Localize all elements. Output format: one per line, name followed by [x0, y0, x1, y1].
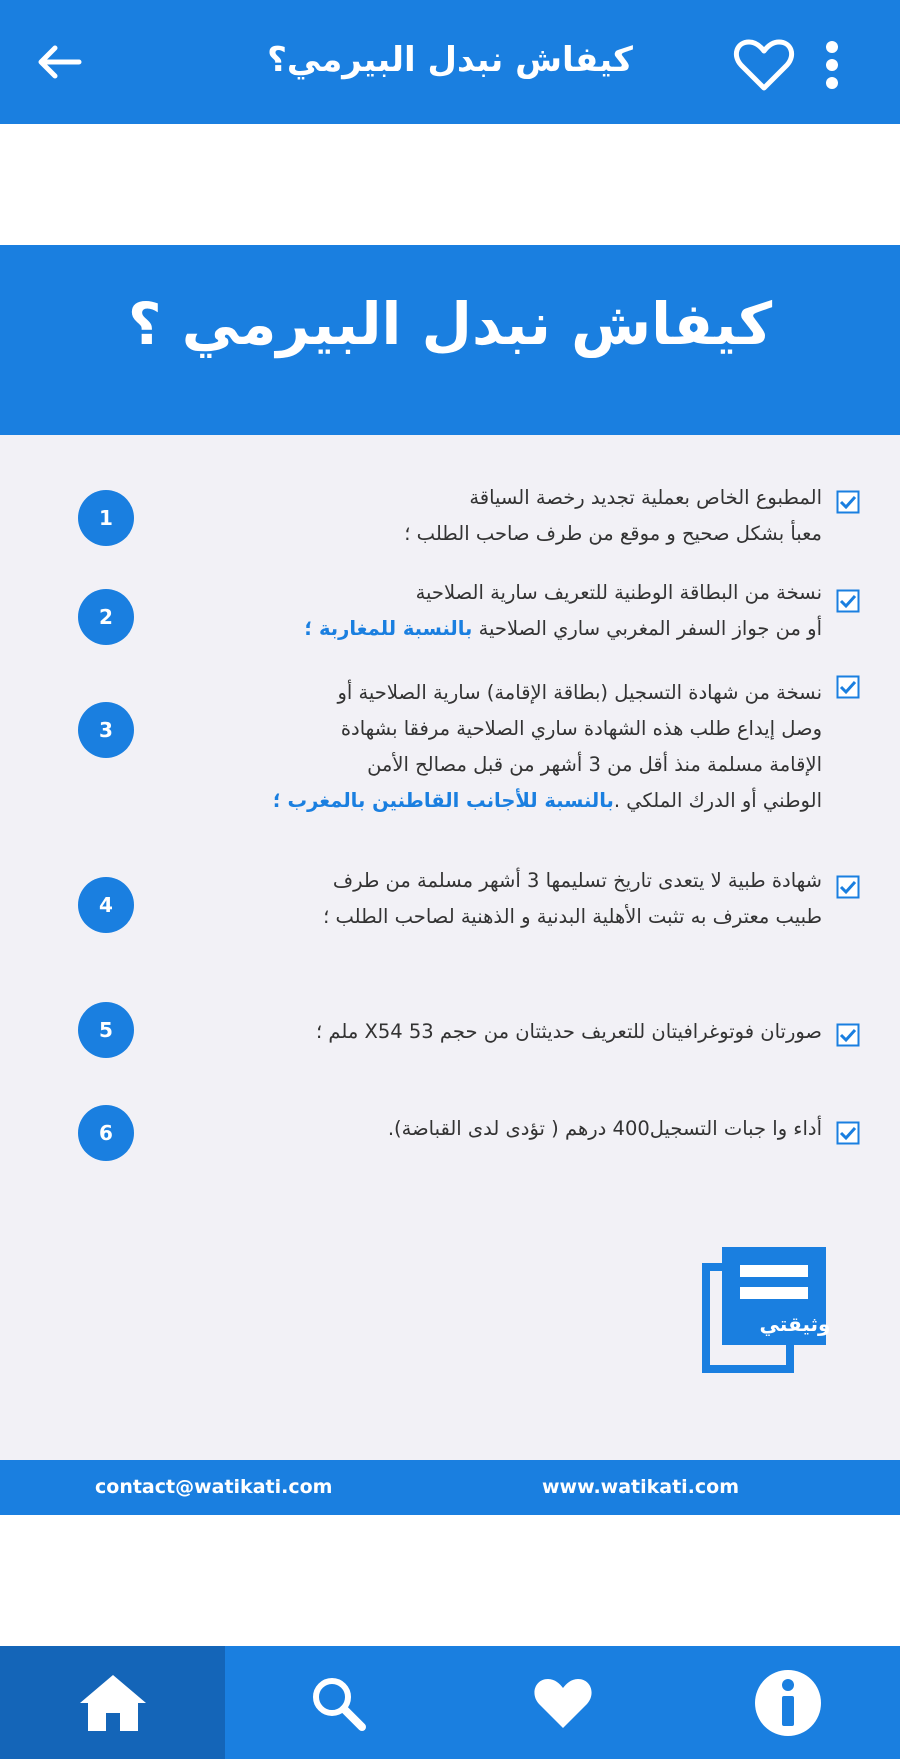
home-icon [78, 1671, 148, 1735]
nav-favorites[interactable] [450, 1646, 675, 1759]
item-line: وصل إيداع طلب هذه الشهادة ساري الصلاحية مرفقا بشهادة [340, 717, 822, 740]
checkbox-icon [836, 1023, 860, 1047]
step-number: 5 [78, 1002, 134, 1058]
item-line: المطبوع الخاص بعملية تجديد رخصة السياقة [469, 486, 822, 509]
step-number: 2 [78, 589, 134, 645]
document-stack-icon [700, 1245, 830, 1375]
search-icon [310, 1675, 366, 1731]
top-app-bar [0, 0, 900, 124]
item-line: صورتان فوتوغرافيتان للتعريف حديثتان من حجم 53 X54 ملم ؛ [316, 1020, 822, 1043]
item-text [145, 480, 822, 552]
page-title: كيفاش نبدل البيرمي؟ [267, 40, 633, 80]
content-card [0, 245, 900, 1515]
step-number: 6 [78, 1105, 134, 1161]
item-line: معبأ بشكل صحيح و موقع من طرف صاحب الطلب ؛ [404, 522, 822, 545]
heading-banner [0, 245, 900, 435]
contact-email-link[interactable]: contact@watikati.com [95, 1476, 333, 1498]
more-options-button[interactable] [812, 34, 852, 96]
item-highlight: بالنسبة للمغاربة ؛ [304, 617, 473, 640]
info-icon [753, 1668, 823, 1738]
item-line: نسخة من شهادة التسجيل (بطاقة الإقامة) سارية الصلاحية أو [337, 681, 822, 704]
nav-search[interactable] [225, 1646, 450, 1759]
item-line-text: أو من جواز السفر المغربي ساري الصلاحية [478, 617, 822, 640]
website-link[interactable]: www.watikati.com [542, 1476, 740, 1498]
step-number: 3 [78, 702, 134, 758]
favorite-button[interactable] [728, 34, 800, 96]
item-text [145, 675, 822, 819]
bottom-navigation [0, 1646, 900, 1759]
checkbox-icon [836, 875, 860, 899]
heart-outline-icon [733, 38, 795, 92]
item-line-text: الوطني أو الدرك الملكي . [613, 789, 822, 812]
item-line [145, 783, 822, 819]
item-highlight: بالنسبة للأجانب القاطنين بالمغرب ؛ [272, 789, 614, 812]
item-text [145, 1111, 822, 1147]
item-text [145, 1014, 822, 1050]
item-text [145, 863, 822, 935]
item-line [145, 611, 822, 647]
item-line: أداء وا جبات التسجيل400 درهم ( تؤدى لدى القباضة). [387, 1117, 822, 1140]
item-text [145, 575, 822, 647]
checkbox-icon [836, 490, 860, 514]
back-button[interactable] [28, 36, 88, 88]
checkbox-icon [836, 675, 860, 699]
nav-home[interactable] [0, 1646, 225, 1759]
step-number: 1 [78, 490, 134, 546]
checkbox-icon [836, 589, 860, 613]
nav-info[interactable] [675, 1646, 900, 1759]
item-line: طبيب معترف به تثبت الأهلية البدنية و الذهنية لصاحب الطلب ؛ [323, 905, 822, 928]
arrow-left-icon [33, 42, 83, 82]
step-number: 4 [78, 877, 134, 933]
item-line: شهادة طبية لا يتعدى تاريخ تسليمها 3 أشهر مسلمة من طرف [332, 869, 822, 892]
contact-footer [0, 1460, 900, 1515]
more-vertical-icon [824, 40, 840, 90]
heart-icon [532, 1676, 594, 1730]
banner-heading: كيفاش نبدل البيرمي ؟ [127, 290, 773, 358]
logo-text: وثيقتي [759, 1312, 830, 1336]
item-line: نسخة من البطاقة الوطنية للتعريف سارية الصلاحية [415, 581, 822, 604]
item-line: الإقامة مسلمة منذ أقل من 3 أشهر من قبل مصالح الأمن [367, 753, 822, 776]
checkbox-icon [836, 1121, 860, 1145]
